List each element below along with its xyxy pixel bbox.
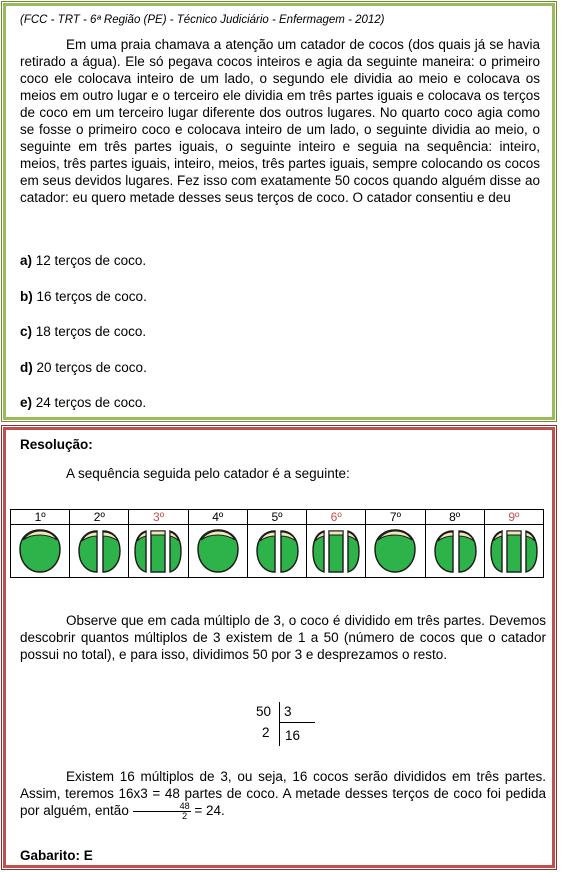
coconut-half-icon xyxy=(70,525,128,577)
coconut-whole-icon xyxy=(11,525,69,577)
division-dividend: 50 xyxy=(256,704,272,719)
sequence-label: 5º xyxy=(248,510,306,525)
coconut-third-icon xyxy=(129,525,187,577)
resolution-box xyxy=(3,427,555,868)
fraction-denominator: 2 xyxy=(182,811,188,821)
option-d[interactable] xyxy=(20,360,147,375)
question-source: (FCC - TRT - 6ª Região (PE) - Técnico Judiciário - Enfermagem - 2012) xyxy=(20,14,385,26)
option-text: 20 terços de coco. xyxy=(32,360,147,375)
option-text: 16 terços de coco. xyxy=(32,289,147,304)
coconut-whole-icon xyxy=(189,525,247,577)
sequence-cell xyxy=(307,510,366,577)
resolution-paragraph-2-text: Existem 16 múltiplos de 3, ou seja, 16 cocos serão divididos em três partes. Assim, teremos 16x3 = 48 partes de coco. A metade desses terços de coco foi pedida por alguém, então xyxy=(20,769,546,819)
answer-key: Gabarito: E xyxy=(20,848,93,863)
option-c[interactable] xyxy=(20,324,146,339)
coconut-third-icon xyxy=(307,525,365,577)
division-quotient: 16 xyxy=(285,728,301,743)
option-letter: c) xyxy=(20,324,33,339)
coconut-sequence-table xyxy=(10,509,544,578)
long-division xyxy=(252,698,322,750)
fraction xyxy=(133,802,191,821)
option-text: 24 terços de coco. xyxy=(32,395,147,410)
option-a[interactable] xyxy=(20,253,146,268)
option-text: 12 terços de coco. xyxy=(32,253,147,268)
sequence-label: 4º xyxy=(189,510,247,525)
fraction-result: = 24. xyxy=(190,803,225,819)
question-box xyxy=(3,3,555,420)
sequence-label: 6º xyxy=(307,510,365,525)
division-vertical-line xyxy=(279,702,280,746)
option-letter: e) xyxy=(20,395,33,410)
sequence-label: 1º xyxy=(11,510,69,525)
fraction-numerator: 48 xyxy=(133,802,191,812)
resolution-intro: A sequência seguida pelo catador é a seguinte: xyxy=(66,466,350,481)
sequence-label: 3º xyxy=(129,510,187,525)
division-divisor: 3 xyxy=(284,704,292,719)
division-horizontal-line xyxy=(279,722,315,723)
sequence-cell xyxy=(129,510,188,577)
sequence-cell xyxy=(426,510,485,577)
coconut-third-icon xyxy=(485,525,543,577)
sequence-label: 9º xyxy=(485,510,543,525)
coconut-whole-icon xyxy=(366,525,424,577)
resolution-heading: Resolução: xyxy=(20,437,93,452)
option-letter: a) xyxy=(20,253,33,268)
coconut-half-icon xyxy=(248,525,306,577)
option-letter: d) xyxy=(20,360,33,375)
option-b[interactable] xyxy=(20,289,147,304)
sequence-cell xyxy=(70,510,129,577)
question-text: Em uma praia chamava a atenção um catador de cocos (dos quais já se havia retirado a água). Ele só pegava cocos inteiros e agia da seguinte maneira: o primeiro coco ele colocava inteiro de um lado, o segundo ele dividia ao meio e colocava os meios em outro lugar e o terceiro ele dividia em três partes iguais e colocava os terços de coco em um terceiro lugar diferente dos outros lugares. No quarto coco agia como se fosse o primeiro coco e colocava inteiro de um lado, o seguinte dividia ao meio, o seguinte em três partes iguais, o seguinte inteiro e seguia na sequência: inteiro, meios, três partes iguais, inteiro, meios, três partes iguais, sempre colocando os cocos em seus devidos lugares. Fez isso com exatamente 50 cocos quando alguém disse ao catador: eu quero metade desses seus terços de coco. O catador consentiu e deu xyxy=(20,37,540,205)
sequence-cell xyxy=(11,510,70,577)
option-text: 18 terços de coco. xyxy=(32,324,147,339)
division-remainder: 2 xyxy=(262,725,270,740)
resolution-paragraph-1: Observe que em cada múltiplo de 3, o coco é dividido em três partes. Devemos descobrir quantos múltiplos de 3 existem de 1 a 50 (número de cocos que o catador possui no total), e para isso, dividimos 50 por 3 e desprezamos o resto. xyxy=(20,613,546,662)
resolution-paragraph-2 xyxy=(20,768,546,821)
sequence-label: 7º xyxy=(366,510,424,525)
sequence-cell xyxy=(485,510,543,577)
option-e[interactable] xyxy=(20,395,146,410)
coconut-half-icon xyxy=(426,525,484,577)
sequence-cell xyxy=(189,510,248,577)
option-letter: b) xyxy=(20,289,33,304)
sequence-label: 8º xyxy=(426,510,484,525)
sequence-label: 2º xyxy=(70,510,128,525)
sequence-cell xyxy=(366,510,425,577)
sequence-cell xyxy=(248,510,307,577)
